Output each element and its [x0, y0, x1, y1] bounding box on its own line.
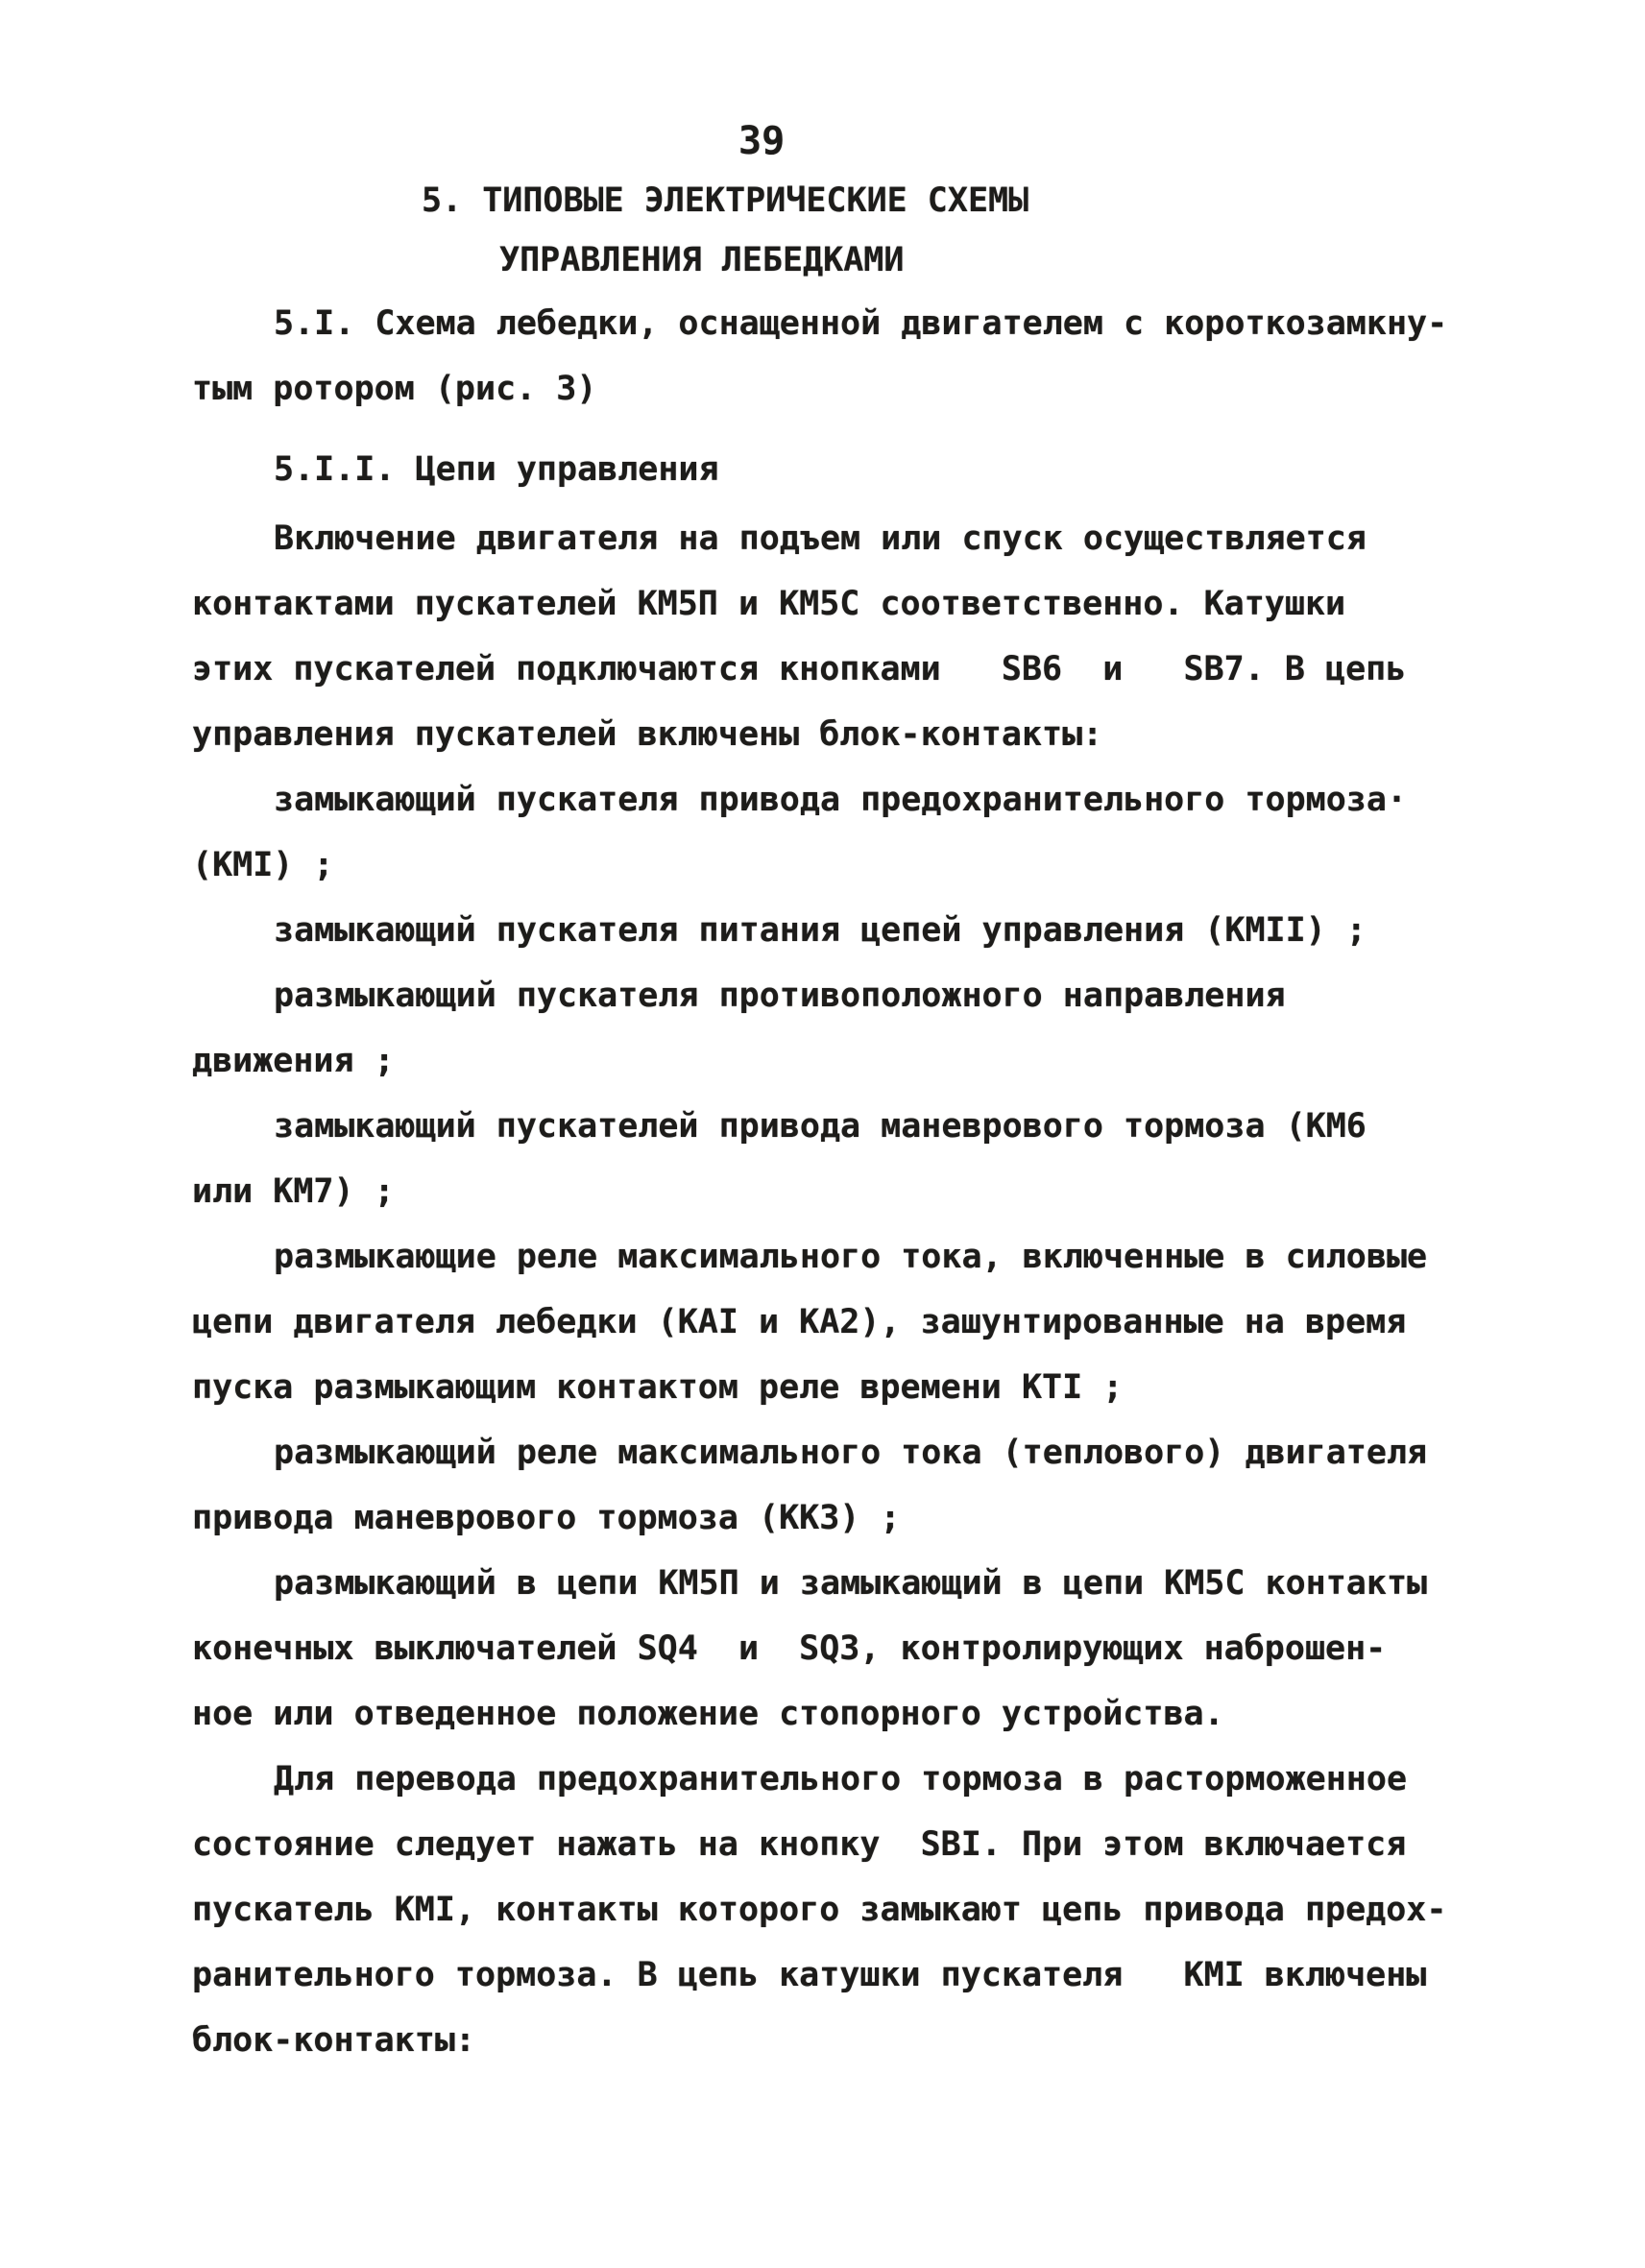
- text-line: Для перевода предохранительного тормоза в расторможенное: [274, 1760, 1408, 1798]
- paragraph: [192, 1094, 1546, 1224]
- paragraph: [192, 1224, 1546, 1420]
- text-line: пускатель КМI, контакты которого замыкают цепь привода предох-: [192, 1891, 1447, 1929]
- section-heading-line1: 5. ТИПОВЫЕ ЭЛЕКТРИЧЕСКИЕ СХЕМЫ: [422, 181, 1029, 220]
- text-line: цепи двигателя лебедки (КАI и КА2), зашунтированные на время: [192, 1303, 1407, 1341]
- text-line: замыкающий пускателя питания цепей управления (КМII) ;: [274, 911, 1367, 950]
- text-line: 5.I.I. Цепи управления: [274, 450, 719, 489]
- text-line: ное или отведенное положение стопорного устройства.: [192, 1695, 1224, 1733]
- paragraph: [192, 506, 1546, 767]
- text-line: привода маневрового тормоза (КК3) ;: [192, 1499, 901, 1537]
- body-paragraphs: [192, 291, 1546, 2073]
- paragraph: [192, 963, 1546, 1094]
- text-line: конечных выключателей SQ4 и SQ3, контролирующих наброшен-: [192, 1629, 1387, 1668]
- text-line: 5.I. Схема лебедки, оснащенной двигателем с короткозамкну-: [274, 304, 1448, 343]
- text-line: управления пускателей включены блок-контакты:: [192, 715, 1103, 754]
- page-content: [192, 111, 1546, 2073]
- text-line: этих пускателей подключаются кнопками SB6 и SB7. В цепь: [192, 650, 1407, 688]
- text-line: состояние следует нажать на кнопку SBI. При этом включается: [192, 1825, 1407, 1864]
- paragraph: [192, 1551, 1546, 1747]
- text-line: размыкающий в цепи КМ5П и замыкающий в цепи КМ5С контакты: [274, 1564, 1428, 1603]
- text-line: ранительного тормоза. В цепь катушки пускателя КМI включены: [192, 1956, 1427, 1994]
- text-line: тым ротором (рис. 3): [192, 370, 597, 408]
- page-number: 39: [738, 119, 786, 163]
- paragraph: [192, 767, 1546, 898]
- text-line: Включение двигателя на подъем или спуск осуществляется: [274, 519, 1367, 558]
- text-line: пуска размыкающим контактом реле времени КТI ;: [192, 1368, 1124, 1407]
- paragraph: [192, 291, 1546, 422]
- text-line: контактами пускателей КМ5П и КМ5С соответственно. Катушки: [192, 585, 1346, 623]
- paragraph: [192, 437, 1546, 502]
- section-heading-line2: УПРАВЛЕНИЯ ЛЕБЕДКАМИ: [499, 241, 905, 279]
- paragraph: [192, 1747, 1546, 2073]
- text-line: размыкающий пускателя противоположного направления: [274, 977, 1286, 1015]
- paragraph: [192, 1420, 1546, 1551]
- paragraph: [192, 898, 1546, 963]
- text-line: размыкающий реле максимального тока (теплового) двигателя: [274, 1434, 1428, 1472]
- text-line: (КМI) ;: [192, 846, 334, 884]
- text-line: замыкающий пускателя привода предохранительного тормоза·: [274, 781, 1408, 819]
- text-line: движения ;: [192, 1042, 395, 1080]
- text-line: блок-контакты:: [192, 2021, 476, 2060]
- text-line: или КМ7) ;: [192, 1172, 395, 1211]
- text-line: размыкающие реле максимального тока, включенные в силовые: [274, 1238, 1428, 1276]
- text-line: замыкающий пускателей привода маневрового тормоза (КМ6: [274, 1107, 1367, 1146]
